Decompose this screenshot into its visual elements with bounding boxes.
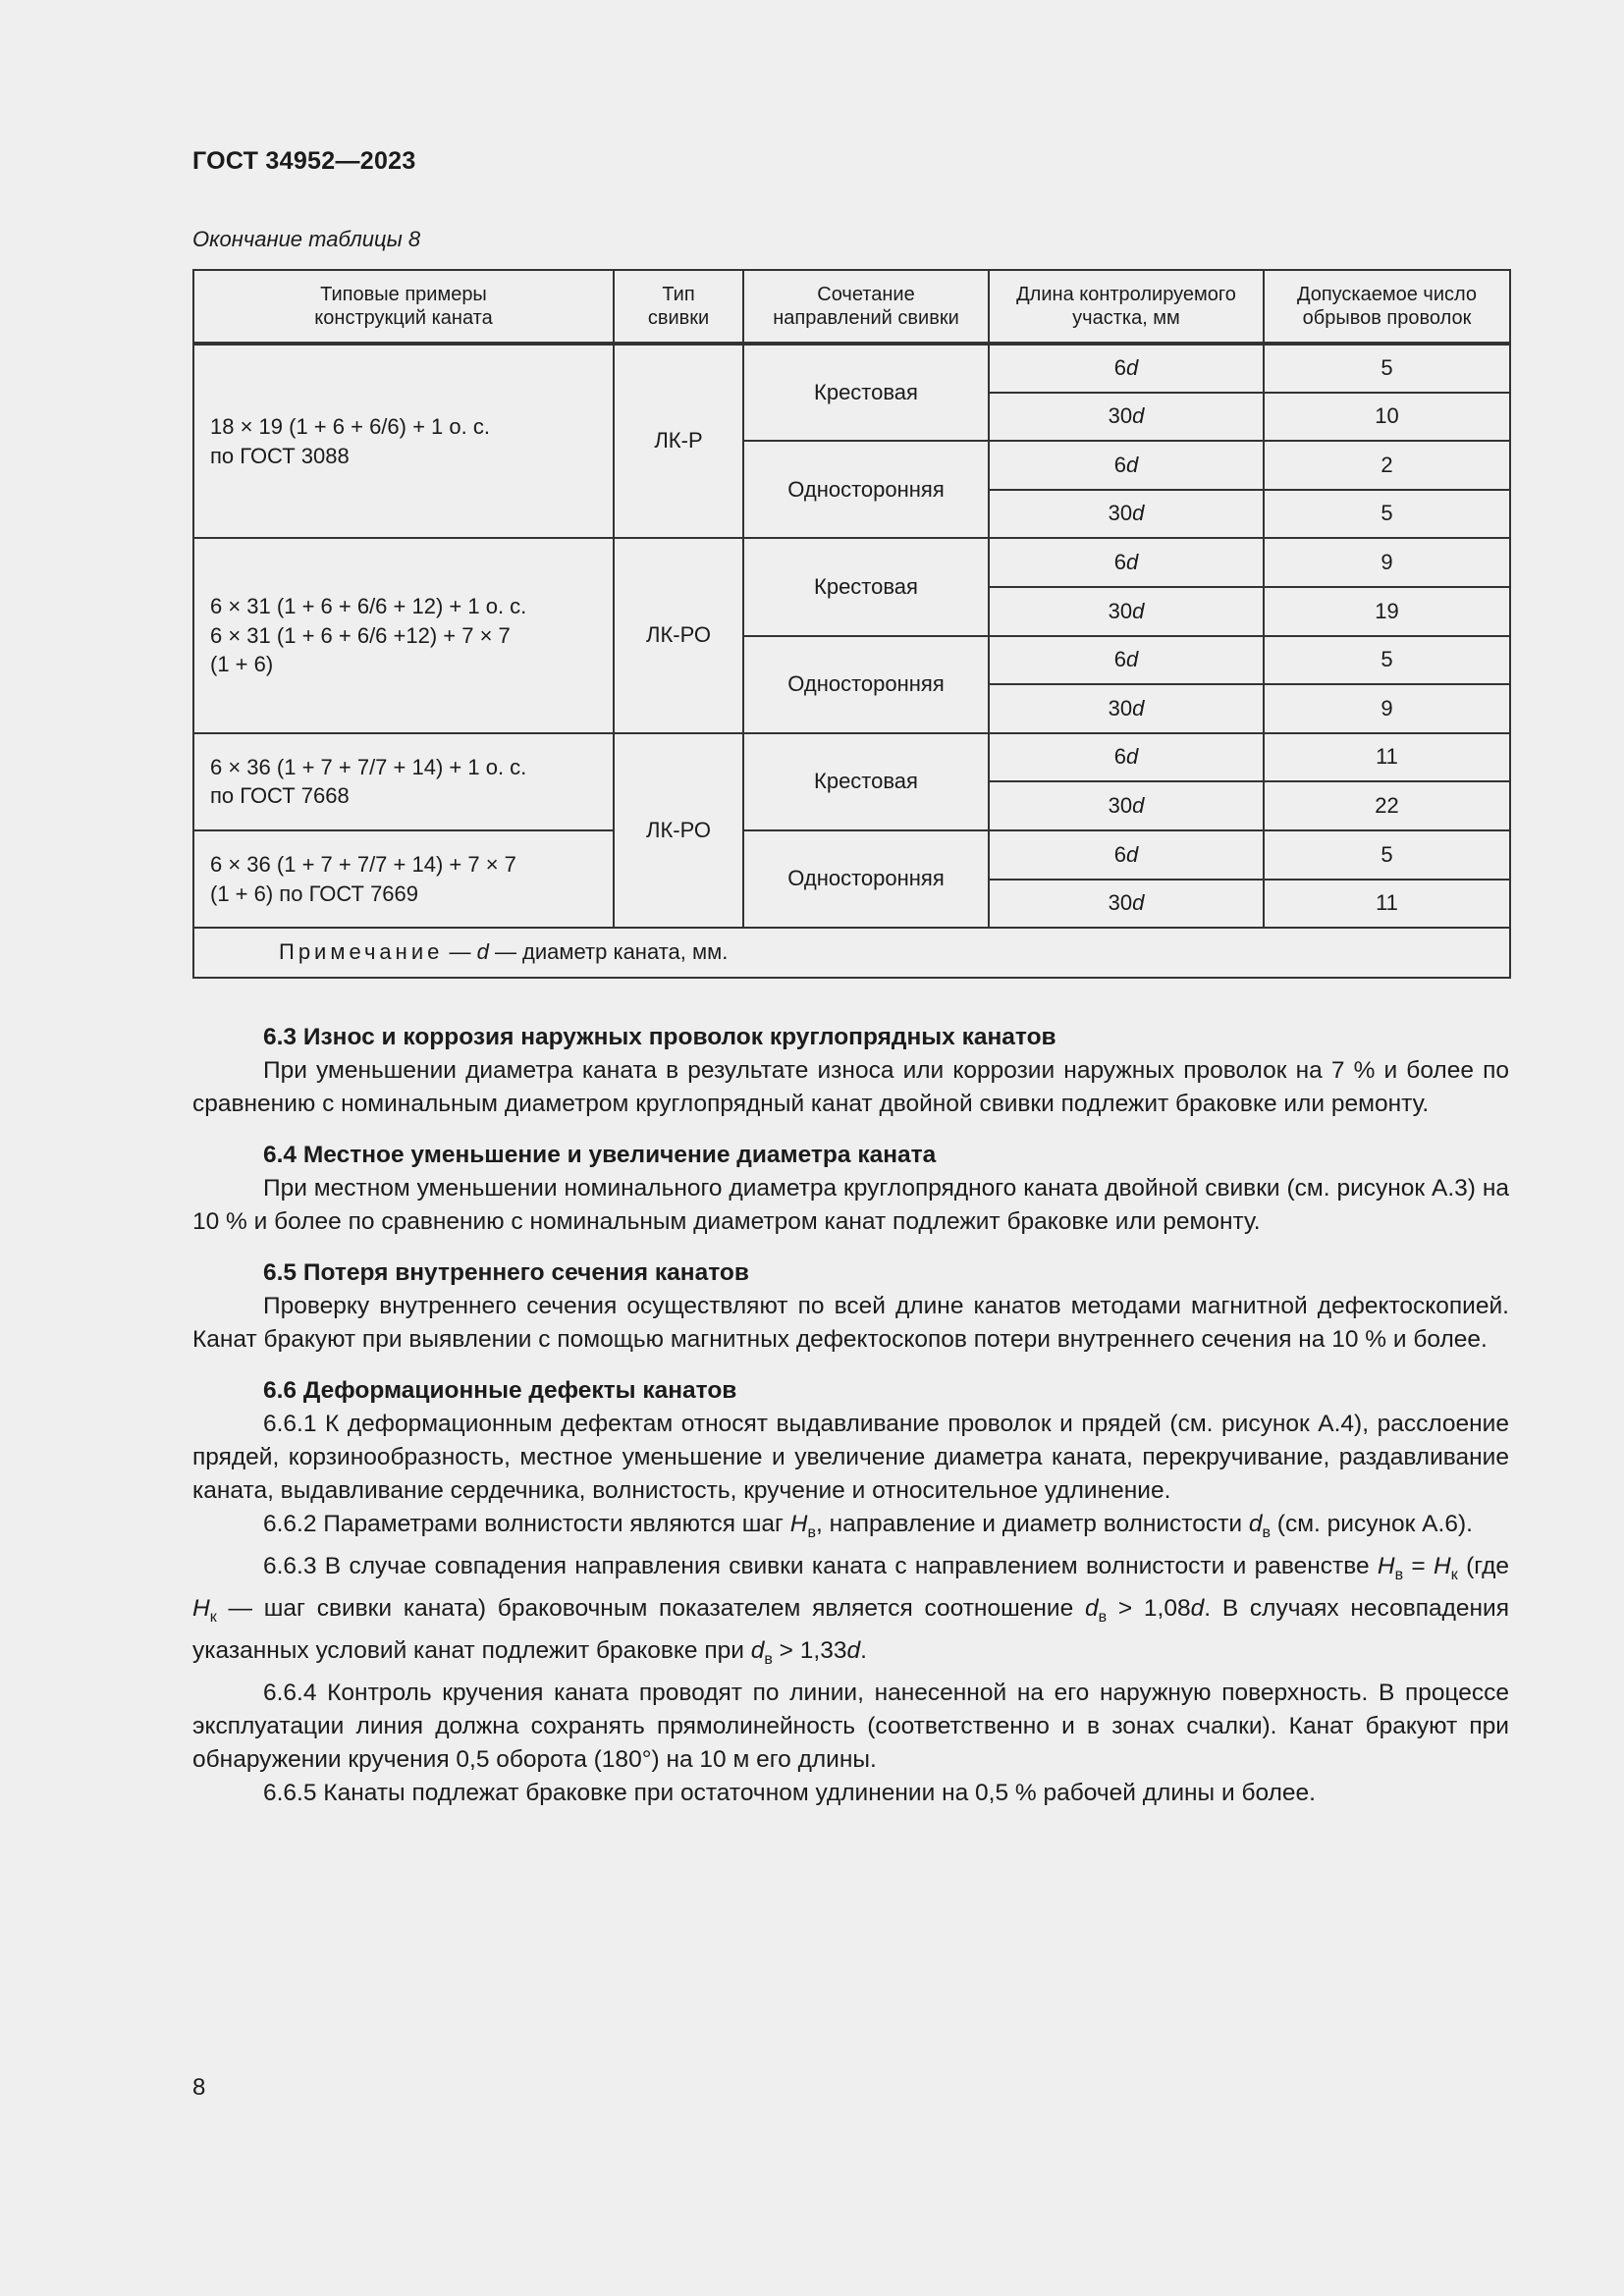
length-cell: 6d [989, 830, 1264, 880]
column-header-lay-direction: Сочетание направлений свивки [743, 270, 989, 344]
table-row [193, 344, 1510, 393]
paragraph-6-6-5: 6.6.5 Канаты подлежат браковке при остаточном удлинении на 0,5 % рабочей длины и более. [263, 1779, 1316, 1806]
section-6-3-title: 6.3 Износ и коррозия наружных проволок круглопрядных канатов [263, 1024, 1056, 1050]
column-header-lay-type: Тип свивки [614, 270, 743, 344]
table-row [193, 538, 1510, 587]
length-cell: 6d [989, 441, 1264, 490]
breaks-cell: 5 [1264, 490, 1510, 539]
table-note-row [193, 928, 1510, 978]
length-cell: 6d [989, 538, 1264, 587]
paragraph-6-6-4: 6.6.4 Контроль кручения каната проводят по линии, нанесенной на его наружную поверхность. В процессе эксплуатации линия должна сохранять прямолинейность (соответственно и в зонах счалки). Канат бракуют при обнаружении кручения 0,5 оборота (180°) на 10 м его длины. [192, 1679, 1509, 1773]
lay-type-cell: ЛК-Р [614, 344, 743, 538]
breaks-cell: 11 [1264, 733, 1510, 782]
lay-direction-cell: Крестовая [743, 538, 989, 635]
length-cell: 30d [989, 781, 1264, 830]
body-text [192, 1021, 1509, 1810]
section-6-6-title: 6.6 Деформационные дефекты канатов [263, 1377, 737, 1404]
section-6-4-text: При местном уменьшении номинального диаметра круглопрядного каната двойной свивки (см. рисунок А.3) на 10 % и более по сравнению с номинальным диаметром канат подлежит браковке или ремонту. [192, 1175, 1509, 1235]
section-6-4-title: 6.4 Местное уменьшение и увеличение диаметра каната [263, 1142, 937, 1168]
length-cell: 6d [989, 636, 1264, 685]
breaks-cell: 9 [1264, 684, 1510, 733]
length-cell: 30d [989, 490, 1264, 539]
breaks-cell: 5 [1264, 830, 1510, 880]
column-header-length: Длина контролируемого участка, мм [989, 270, 1264, 344]
section-6-3-text: При уменьшении диаметра каната в результате износа или коррозии наружных проволок на 7 % и более по сравнению с номинальным диаметром круглопрядный канат двойной свивки подлежит браковке или ремонту. [192, 1057, 1509, 1117]
length-cell: 6d [989, 344, 1264, 393]
paragraph-6-6-3: 6.6.3 В случае совпадения направления свивки каната с направлением волнистости и равенстве $H_в = H_к$ (где $H_к$ — шаг свивки каната) браковочным показателем является соотношение $d_в > 1,08d$. В случаях несовпадения указанных условий канат подлежит браковке при $d_в > 1,33d$. [192, 1552, 1510, 1668]
lay-direction-cell: Односторонняя [743, 636, 989, 733]
page-number: 8 [192, 2074, 206, 2101]
paragraph-6-6-1: 6.6.1 К деформационным дефектам относят выдавливание проволок и прядей (см. рисунок А.4), расслоение прядей, корзинообразность, местное уменьшение и увеличение диаметра каната, перекручивание, раздавливание каната, выдавливание сердечника, волнистость, кручение и относительное удлинение. [192, 1411, 1509, 1504]
column-header-construction: Типовые примеры конструкций каната [193, 270, 614, 344]
construction-cell: 6 × 36 (1 + 7 + 7/7 + 14) + 1 о. с. по ГОСТ 7668 [193, 733, 614, 830]
construction-cell: 18 × 19 (1 + 6 + 6/6) + 1 о. с. по ГОСТ 3088 [193, 344, 614, 538]
lay-type-cell: ЛК-РО [614, 538, 743, 732]
paragraph-6-6-2: 6.6.2 Параметрами волнистости являются шаг $H_в$, направление и диаметр волнистости $d_в$ (см. рисунок А.6). [263, 1511, 1473, 1541]
table-header-row [193, 270, 1510, 344]
breaks-cell: 10 [1264, 393, 1510, 442]
length-cell: 30d [989, 393, 1264, 442]
length-cell: 6d [989, 733, 1264, 782]
breaks-cell: 11 [1264, 880, 1510, 929]
rope-defect-table [192, 269, 1511, 979]
table-caption: Окончание таблицы 8 [192, 227, 421, 251]
breaks-cell: 5 [1264, 344, 1510, 393]
breaks-cell: 9 [1264, 538, 1510, 587]
breaks-cell: 5 [1264, 636, 1510, 685]
breaks-cell: 2 [1264, 441, 1510, 490]
breaks-cell: 22 [1264, 781, 1510, 830]
length-cell: 30d [989, 587, 1264, 636]
lay-direction-cell: Крестовая [743, 344, 989, 441]
lay-direction-cell: Крестовая [743, 733, 989, 830]
length-cell: 30d [989, 880, 1264, 929]
section-6-5-title: 6.5 Потеря внутреннего сечения канатов [263, 1259, 749, 1286]
lay-type-cell: ЛК-РО [614, 733, 743, 928]
lay-direction-cell: Односторонняя [743, 441, 989, 538]
document-title: ГОСТ 34952—2023 [192, 147, 416, 175]
table-note: Примечание — d — диаметр каната, мм. [193, 928, 1510, 978]
table-row [193, 733, 1510, 782]
length-cell: 30d [989, 684, 1264, 733]
table-row [193, 830, 1510, 880]
section-6-5-text: Проверку внутреннего сечения осуществляют по всей длине канатов методами магнитной дефектоскопией. Канат бракуют при выявлении с помощью магнитных дефектоскопов потери внутреннего сечения на 10 % и более. [192, 1293, 1509, 1353]
construction-cell: 6 × 31 (1 + 6 + 6/6 + 12) + 1 о. с. 6 × 31 (1 + 6 + 6/6 +12) + 7 × 7 (1 + 6) [193, 538, 614, 732]
lay-direction-cell: Односторонняя [743, 830, 989, 928]
construction-cell: 6 × 36 (1 + 7 + 7/7 + 14) + 7 × 7 (1 + 6) по ГОСТ 7669 [193, 830, 614, 928]
breaks-cell: 19 [1264, 587, 1510, 636]
column-header-allowed-breaks: Допускаемое число обрывов проволок [1264, 270, 1510, 344]
